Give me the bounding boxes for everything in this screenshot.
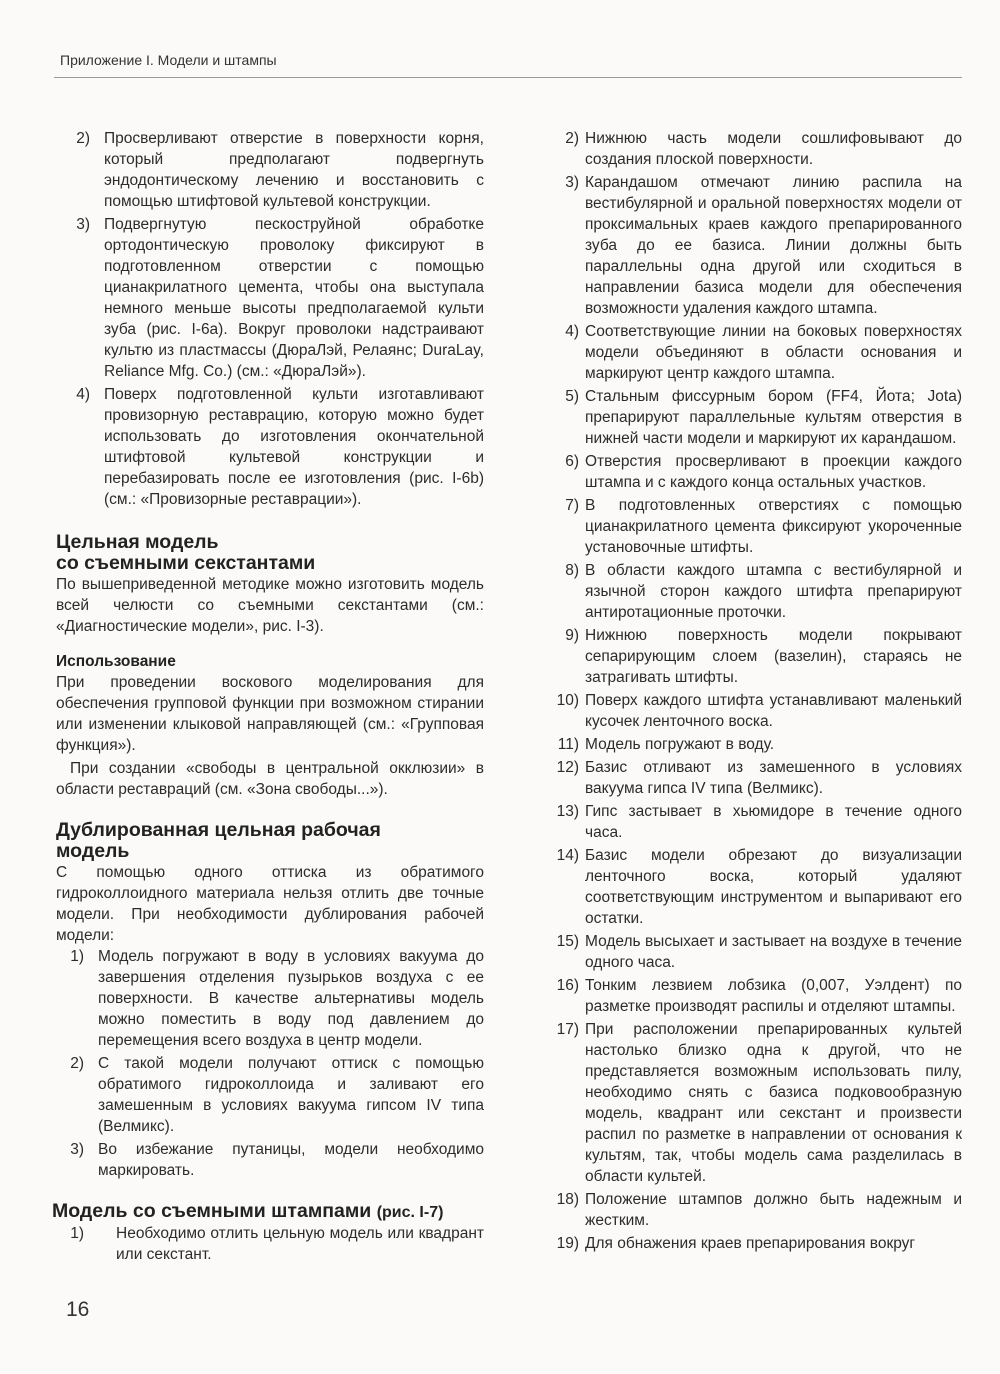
item-text: Карандашом отмечают линию распила на вестибулярной и оральной поверхностях модели от проксимальных краев каждого препарированного зуба до ее базиса. Линии должны быть параллельны одна другой или сходиться в направлении базиса модели для обеспечения возможности удаления каждого штампа. <box>585 174 962 317</box>
paragraph: При создании «свободы в центральной окклюзии» в области реставраций (см. «Зона свободы...»). <box>56 760 484 798</box>
list-item <box>56 1223 484 1265</box>
page-number: 16 <box>66 1298 90 1321</box>
item-text: Поверх каждого штифта устанавливают маленький кусочек ленточного воска. <box>585 692 962 730</box>
item-text: Тонким лезвием лобзика (0,007, Уэлдент) по разметке производят распилы и отделяют штампы. <box>585 977 962 1015</box>
paragraph: С помощью одного оттиска из обратимого гидроколлоидного материала нельзя отлить две точные модели. При необходимости дублирования рабочей модели: <box>56 864 484 944</box>
list-item <box>550 734 962 755</box>
item-text: Необходимо отлить цельную модель или квадрант или секстант. <box>116 1225 484 1263</box>
list-item <box>550 975 962 1017</box>
item-number: 1) <box>70 1225 84 1242</box>
item-number: 10) <box>556 692 579 709</box>
item-number: 8) <box>565 562 579 579</box>
item-text: Подвергнутую пескоструйной обработке ортодонтическую проволоку фиксируют в подготовленном отверстии с помощью цианакрилатного цемента, чтобы она выступала немного меньше высоты предполагаемой культи зуба (рис. I-6а). Вокруг проволоки надстраивают культю из пластмассы (ДюраЛэй, Релаянс; DuraLay, Reliance Mfg. Co.) (см.: «ДюраЛэй»). <box>104 216 484 380</box>
list-item <box>550 321 962 384</box>
item-text: Соответствующие линии на боковых поверхностях модели объединяют в области основания и маркируют центр каждого штампа. <box>585 323 962 382</box>
numbered-list <box>56 1223 484 1265</box>
item-number: 3) <box>565 174 579 191</box>
item-number: 14) <box>556 847 579 864</box>
item-number: 13) <box>556 803 579 820</box>
list-item <box>56 1139 484 1181</box>
item-text: С такой модели получают оттиск с помощью обратимого гидроколлоида и заливают его замешенным в условиях вакуума гипсом IV типа (Велмикс). <box>98 1055 484 1135</box>
paragraph: При проведении воскового моделирования для обеспечения групповой функции при возможном стирании или изменении клыковой направляющей (см.: «Групповая функция»). <box>56 674 484 754</box>
list-item <box>550 128 962 170</box>
item-text: Нижнюю поверхность модели покрывают сепарирующим слоем (вазелин), стараясь не затрагивать штифты. <box>585 627 962 686</box>
item-number: 19) <box>556 1235 579 1252</box>
section-heading <box>56 820 484 862</box>
item-number: 7) <box>565 497 579 514</box>
item-text: Модель погружают в воду в условиях вакуума до завершения отделения пузырьков воздуха с ее поверхности. В качестве альтернативы модель можно поместить в воду под давлением до перемещения всего воздуха в центр модели. <box>98 948 484 1049</box>
item-number: 2) <box>70 1055 84 1072</box>
item-text: При расположении препарированных культей настолько близко одна к другой, что не представляется возможным использовать пилу, необходимо снять с базиса подковообразную модель, квадрант или секстант и произвести распил по разметке в направлении от основания к культям, так, чтобы модель сама разделилась в области культей. <box>585 1021 962 1185</box>
item-text: В области каждого штампа с вестибулярной и язычной сторон каждого штифта препарируют антиротационные проточки. <box>585 562 962 621</box>
numbered-list <box>56 946 484 1181</box>
item-text: Во избежание путаницы, модели необходимо маркировать. <box>98 1141 484 1179</box>
list-item <box>550 757 962 799</box>
section-heading <box>56 532 484 574</box>
list-item <box>550 560 962 623</box>
heading-line: Дублированная цельная рабочая <box>56 819 381 841</box>
item-number: 17) <box>556 1021 579 1038</box>
heading-line: со съемными секстантами <box>56 552 316 574</box>
heading-text: Модель со съемными штампами <box>52 1200 372 1222</box>
list-item <box>550 845 962 929</box>
item-number: 1) <box>70 948 84 965</box>
item-number: 6) <box>565 453 579 470</box>
item-text: Отверстия просверливают в проекции каждого штампа и с каждого конца остальных участков. <box>585 453 962 491</box>
list-item <box>550 931 962 973</box>
numbered-list <box>550 128 962 1254</box>
section-heading <box>52 1201 484 1223</box>
list-item <box>56 946 484 1051</box>
running-head: Приложение I. Модели и штампы <box>60 52 277 68</box>
item-text: Нижнюю часть модели сошлифовывают до создания плоской поверхности. <box>585 130 962 168</box>
list-item <box>550 1189 962 1231</box>
item-text: Гипс застывает в хьюмидоре в течение одного часа. <box>585 803 962 841</box>
item-number: 3) <box>70 1141 84 1158</box>
list-item <box>550 690 962 732</box>
list-item <box>550 495 962 558</box>
item-number: 4) <box>76 386 90 403</box>
item-number: 11) <box>557 736 579 753</box>
item-text: Для обнажения краев препарирования вокруг <box>585 1235 916 1252</box>
item-text: Базис модели обрезают до визуализации ленточного воска, который удаляют соответствующим инструментом и выпаривают его остатки. <box>585 847 962 927</box>
item-text: Модель погружают в воду. <box>585 736 775 753</box>
item-number: 3) <box>76 216 90 233</box>
list-item <box>550 625 962 688</box>
header-rule <box>54 77 962 78</box>
list-item <box>56 214 484 382</box>
list-item <box>550 451 962 493</box>
subheading: Использование <box>56 653 176 670</box>
list-item <box>550 801 962 843</box>
item-text: Модель высыхает и застывает на воздухе в течение одного часа. <box>585 933 962 971</box>
item-text: Положение штампов должно быть надежным и жестким. <box>585 1191 962 1229</box>
list-item <box>550 1019 962 1187</box>
item-number: 2) <box>76 130 90 147</box>
item-number: 9) <box>565 627 579 644</box>
paragraph: По вышеприведенной методике можно изготовить модель всей челюсти со съемными секстантами (см.: «Диагностические модели», рис. I-3). <box>56 576 484 635</box>
item-text: Поверх подготовленной культи изготавливают провизорную реставрацию, которую можно будет использовать до изготовления окончательной штифтовой культевой конструкции и перебазировать после ее изготовления (рис. I-6b) (см.: «Провизорные реставрации»). <box>104 386 484 508</box>
item-number: 18) <box>556 1191 579 1208</box>
item-number: 4) <box>565 323 579 340</box>
item-text: В подготовленных отверстиях с помощью цианакрилатного цемента фиксируют укороченные установочные штифты. <box>585 497 962 556</box>
item-text: Просверливают отверстие в поверхности корня, который предполагают подвергнуть эндодонтическому лечению и восстановить с помощью штифтовой культевой конструкции. <box>104 130 484 210</box>
right-column <box>550 128 962 1256</box>
heading-figure-ref: (рис. I-7) <box>376 1204 444 1221</box>
numbered-list <box>56 128 484 510</box>
item-number: 16) <box>556 977 579 994</box>
item-number: 12) <box>556 759 579 776</box>
list-item <box>550 386 962 449</box>
item-text: Стальным фиссурным бором (FF4, Йота; Jota) препарируют параллельные культям отверстия в нижней части модели и маркируют их карандашом. <box>585 388 962 447</box>
list-item <box>56 1053 484 1137</box>
item-text: Базис отливают из замешенного в условиях вакуума гипса IV типа (Велмикс). <box>585 759 962 797</box>
item-number: 15) <box>556 933 579 950</box>
list-item <box>56 384 484 510</box>
list-item <box>56 128 484 212</box>
list-item <box>550 172 962 319</box>
item-number: 2) <box>565 130 579 147</box>
list-item <box>550 1233 962 1254</box>
heading-line: Цельная модель <box>56 531 219 553</box>
heading-line: модель <box>56 840 130 862</box>
item-number: 5) <box>565 388 579 405</box>
left-column <box>52 128 484 1267</box>
